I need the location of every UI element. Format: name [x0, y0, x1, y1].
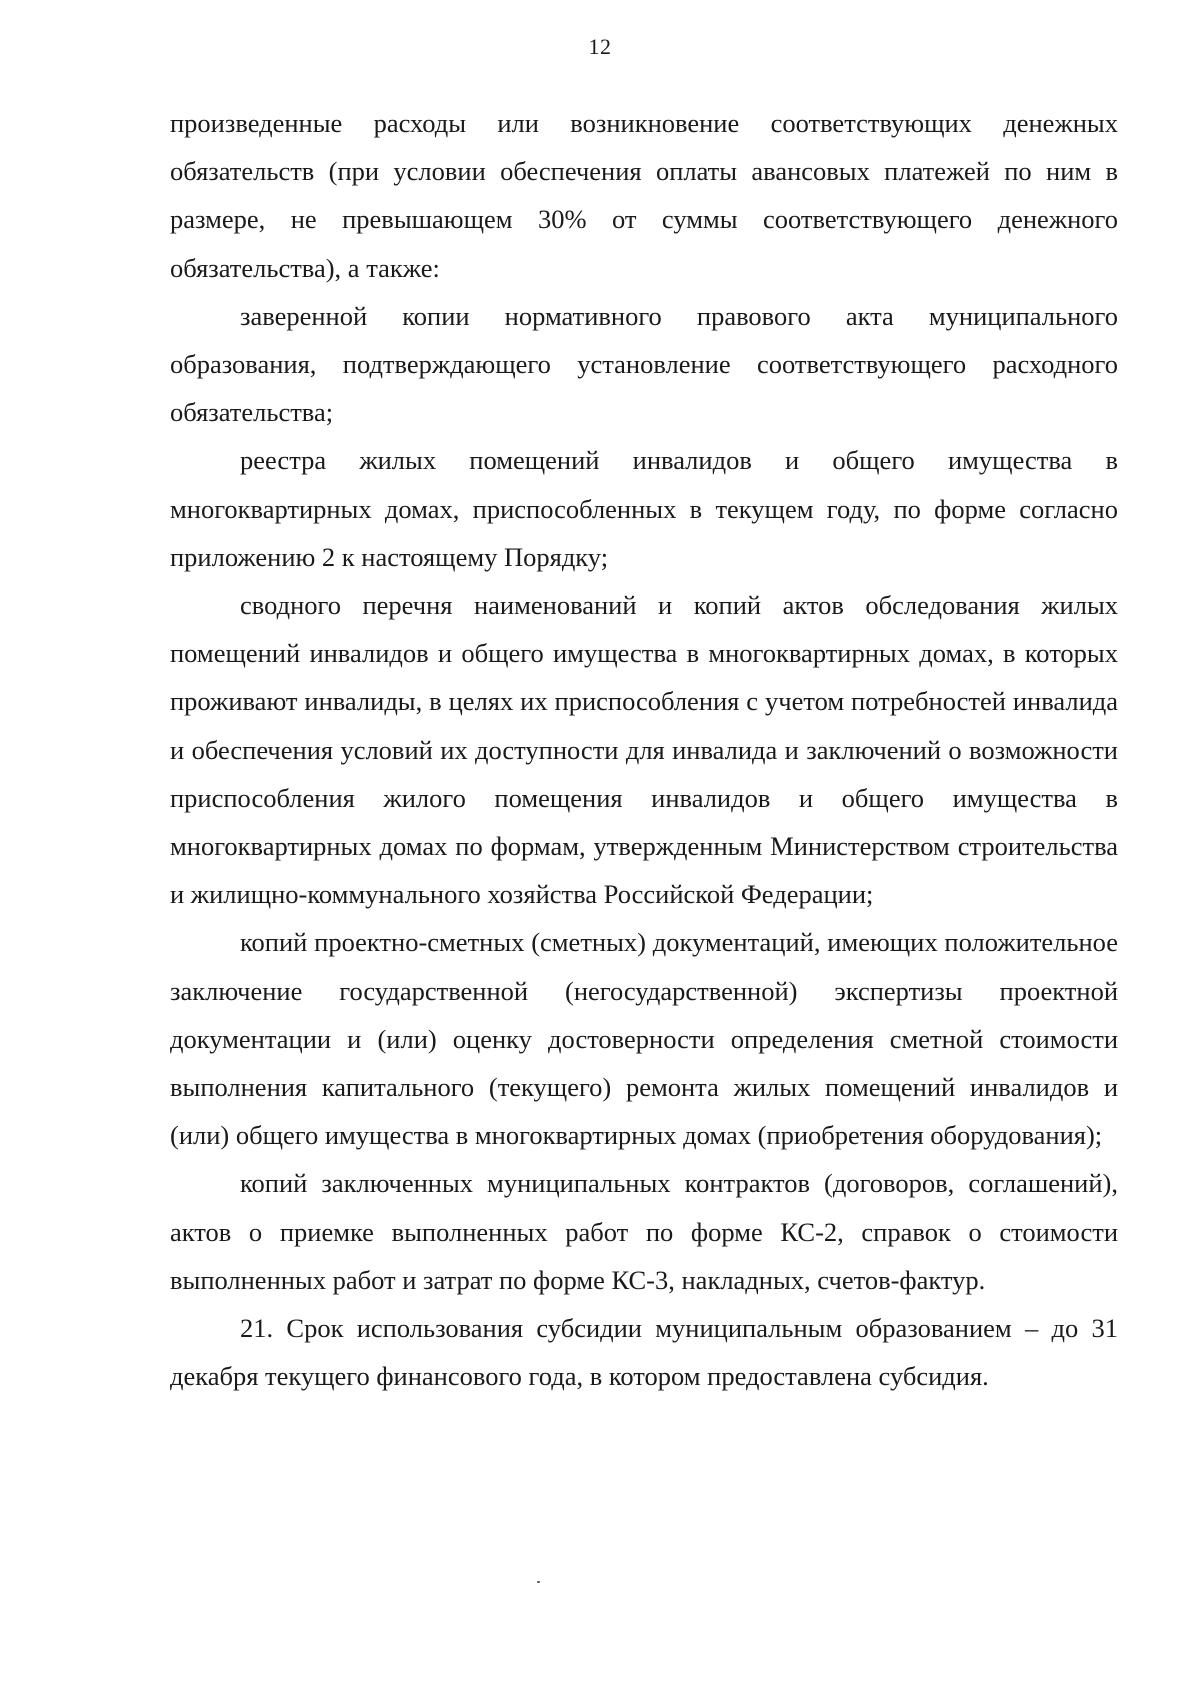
paragraph-clause-21: 21. Срок использования субсидии муниципальным образованием – до 31 декабря текущего финансового года, в котором предоставлена субсидия. — [170, 1313, 1118, 1392]
page-number: 12 — [588, 34, 612, 59]
paragraph-housing-registry: реестра жилых помещений инвалидов и общего имущества в многоквартирных домах, приспособленных в текущем году, по форме согласно приложению 2 к настоящему Порядку; — [170, 445, 1118, 572]
paragraph-contracts-copies: копий заключенных муниципальных контрактов (договоров, соглашений), актов о приемке выполненных работ по форме КС-2, справок о стоимости выполненных работ и затрат по форме КС-3, накладных, счетов-фактур. — [170, 1168, 1118, 1295]
paragraph-design-estimates: копий проектно-сметных (сметных) документаций, имеющих положительное заключение государственной (негосударственной) экспертизы проектной документации и (или) оценку достоверности определения сметной стоимости выполнения капитального (текущего) ремонта жилых помещений инвалидов и (или) общего имущества в многоквартирных домах (приобретения оборудования); — [170, 927, 1118, 1151]
scan-speck — [537, 1581, 540, 1583]
paragraph-normative-act-copy: заверенной копии нормативного правового акта муниципального образования, подтверждающего установление соответствующего расходного обязательства; — [170, 300, 1118, 428]
paragraph-survey-acts-list: сводного перечня наименований и копий актов обследования жилых помещений инвалидов и общего имущества в многоквартирных домах, в которых проживают инвалиды, в целях их приспособления с учетом потребностей инвалида и обеспечения условий их доступности для инвалида и заключений о возможности приспособления жилого помещения инвалидов и общего имущества в многоквартирных домах по формам, утвержденным Министерством строительства и жилищно-коммунального хозяйства Российской Федерации; — [170, 590, 1118, 910]
paragraph-continuation: произведенные расходы или возникновение соответствующих денежных обязательств (при условии обеспечения оплаты авансовых платежей по ним в размере, не превышающем 30% от суммы соответствующего денежного обязательства), а также: — [170, 108, 1118, 283]
document-body — [170, 99, 1118, 1400]
